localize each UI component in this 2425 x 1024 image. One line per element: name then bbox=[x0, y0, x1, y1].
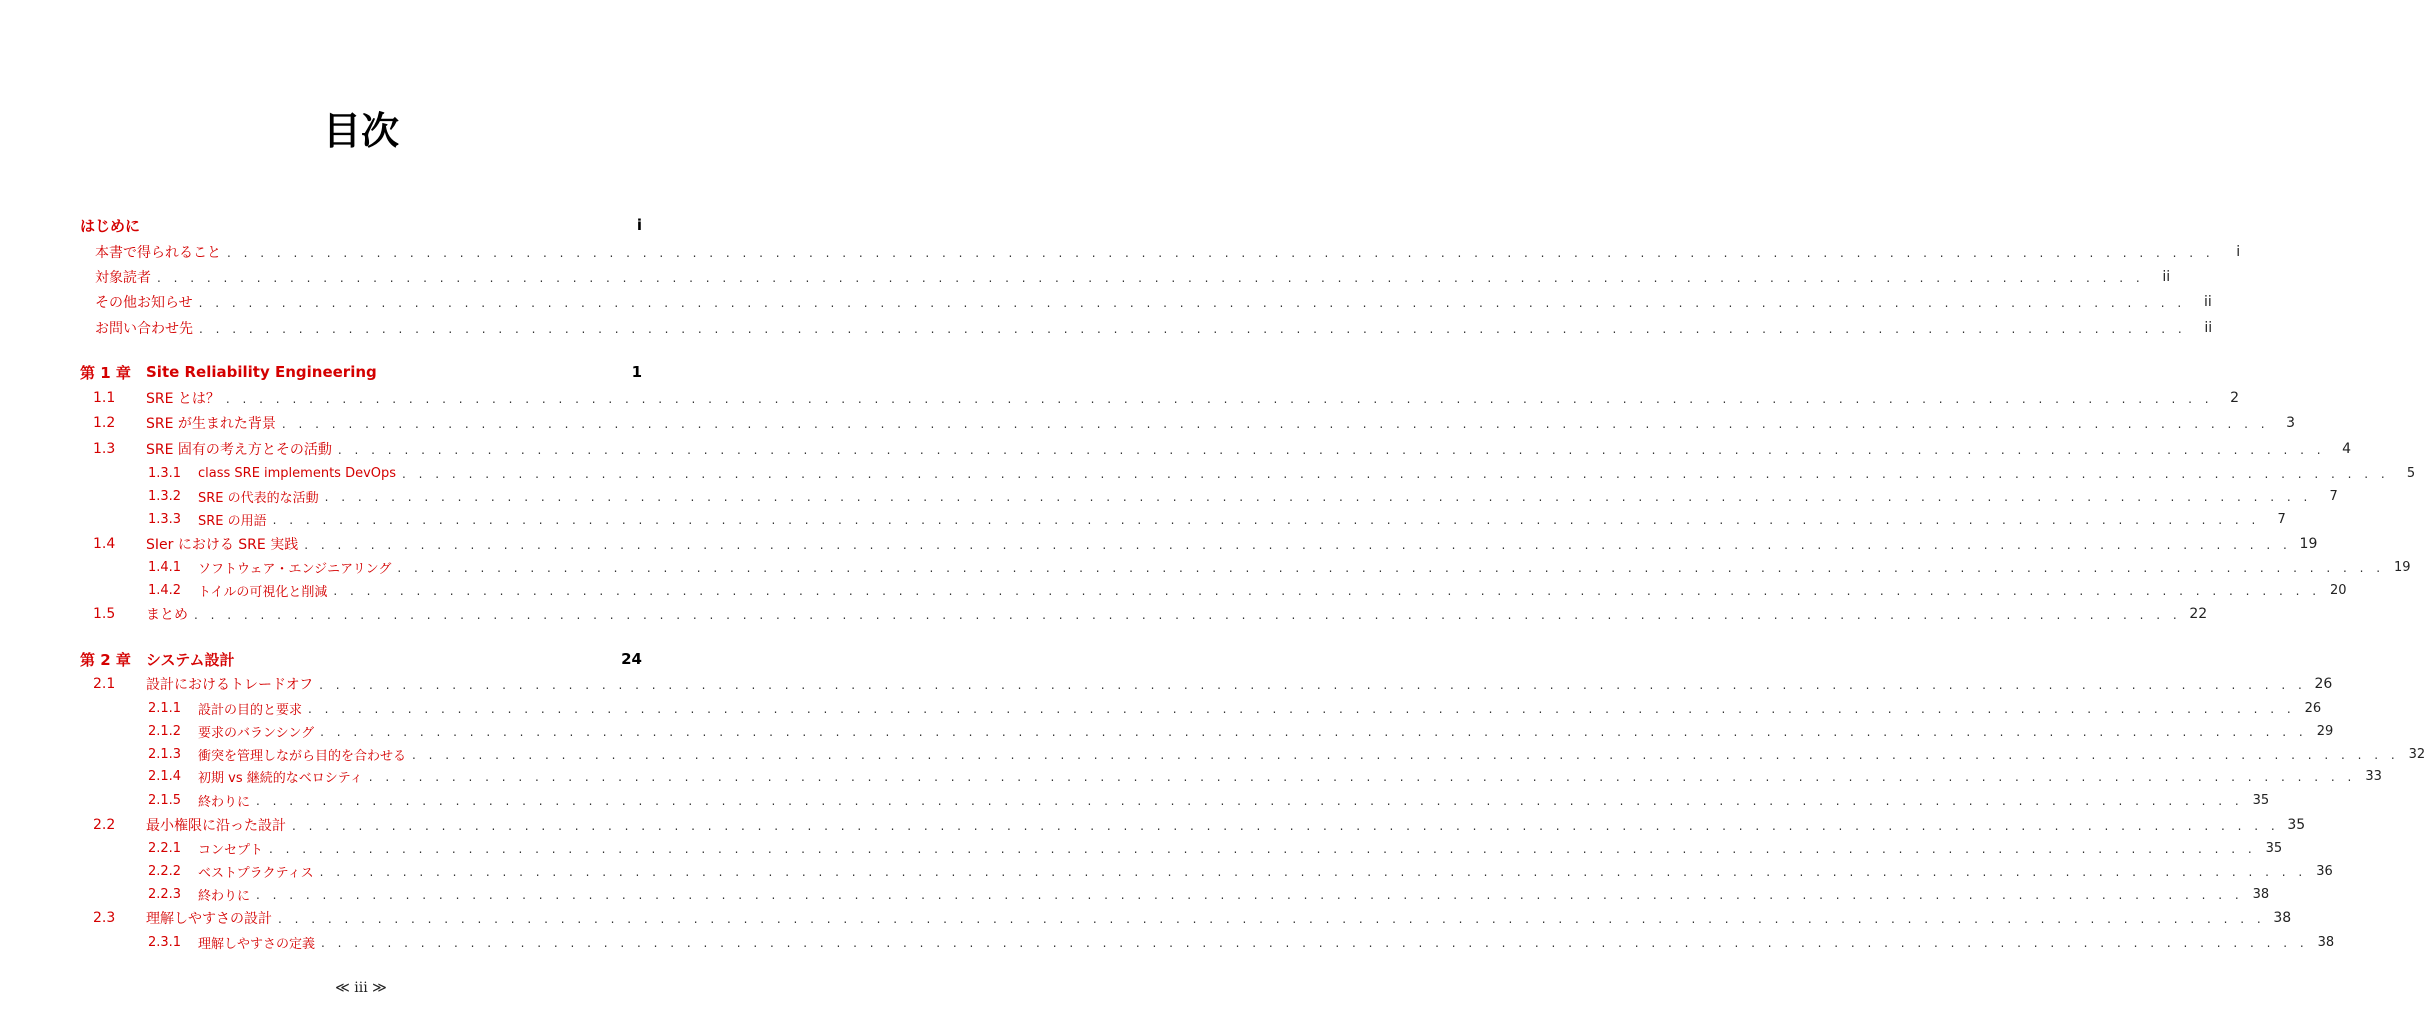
toc-entry[interactable] bbox=[0, 930, 2335, 954]
toc-entry[interactable] bbox=[0, 316, 2213, 340]
toc-entry[interactable] bbox=[0, 672, 2333, 696]
toc-entry-label[interactable]: 対象読者 bbox=[95, 270, 151, 286]
toc-leader-dots: . . . . . . . . . . . . . . . . . . . . . . . . . . . . . . . . . . . . . . . . . . . . . . . . . . . . . . . . . . . . . . . . . . . . . . . . . . . . . . . . . . . . . . . . . . . . . . . . . . . . . . . . . . . . . . . . . . . . . . . . bbox=[199, 322, 2187, 336]
toc-leader-dots: . . . . . . . . . . . . . . . . . . . . . . . . . . . . . . . . . . . . . . . . . . . . . . . . . . . . . . . . . . . . . . . . . . . . . . . . . . . . . . . . . . . . . . . . . . . . . . . . . . . . . . . . . . . . . . . . . . . . . . . . bbox=[397, 561, 2385, 575]
toc-entry[interactable] bbox=[0, 696, 2322, 720]
toc-leader-dots: . . . . . . . . . . . . . . . . . . . . . . . . . . . . . . . . . . . . . . . . . . . . . . . . . . . . . . . . . . . . . . . . . . . . . . . . . . . . . . . . . . . . . . . . . . . . . . . . . . . . . . . . . . . . . . . . . . . . . . . . bbox=[368, 770, 2356, 784]
toc-entry[interactable] bbox=[0, 882, 2270, 906]
toc-entry-label[interactable]: SRE 固有の考え方とその活動 bbox=[146, 442, 332, 458]
toc-entry[interactable] bbox=[0, 411, 2296, 435]
toc-entry-label[interactable]: ソフトウェア・エンジニアリング bbox=[198, 561, 392, 577]
toc-entry-page: 38 bbox=[2317, 934, 2335, 950]
toc-entry-label[interactable]: 理解しやすさの設計 bbox=[146, 911, 272, 927]
toc-entry[interactable] bbox=[0, 461, 2416, 485]
toc-entry-label[interactable]: まとめ bbox=[146, 607, 188, 623]
toc-entry-number: 1.3.3 bbox=[148, 511, 182, 527]
toc-entry-page: 24 bbox=[621, 650, 642, 668]
toc-leader-dots: . . . . . . . . . . . . . . . . . . . . . . . . . . . . . . . . . . . . . . . . . . . . . . . . . . . . . . . . . . . . . . . . . . . . . . . . . . . . . . . . . . . . . . . . . . . . . . . . . . . . . . . . . . . . . . . . . . . . . . . . bbox=[402, 467, 2390, 481]
toc-entry-page: i bbox=[636, 216, 642, 234]
toc-entry-label[interactable]: 初期 vs 継続的なベロシティ bbox=[198, 770, 363, 786]
toc-leader-dots bbox=[241, 658, 616, 660]
toc-entry-number: 1.1 bbox=[93, 390, 116, 406]
toc-entry-label[interactable]: SRE とは？ bbox=[146, 391, 220, 407]
toc-entry-page: 7 bbox=[2329, 488, 2338, 504]
toc-entry[interactable] bbox=[0, 386, 2240, 410]
toc-entry-label[interactable]: 最小権限に沿った設計 bbox=[146, 818, 286, 834]
toc-entry-number: 2.1.4 bbox=[148, 768, 182, 784]
toc-leader-dots bbox=[383, 371, 616, 373]
toc-entry-label[interactable]: 理解しやすさの定義 bbox=[198, 936, 316, 952]
toc-leader-dots: . . . . . . . . . . . . . . . . . . . . . . . . . . . . . . . . . . . . . . . . . . . . . . . . . . . . . . . . . . . . . . . . . . . . . . . . . . . . . . . . . . . . . . . . . . . . . . . . . . . . . . . . . . . . . . . . . . . . . . . . bbox=[333, 584, 2321, 598]
page-number-footer: ≪ iii ≫ bbox=[335, 980, 387, 996]
toc-entry-number: 1.3 bbox=[93, 441, 116, 457]
toc-entry-label[interactable]: システム設計 bbox=[146, 650, 235, 669]
toc-entry-label[interactable]: ベストプラクティス bbox=[198, 865, 314, 881]
toc-entry-page: 4 bbox=[2342, 441, 2352, 457]
toc-entry[interactable] bbox=[0, 836, 2283, 860]
toc-entry[interactable] bbox=[0, 532, 2318, 556]
toc-entry-number: 1.3.1 bbox=[148, 465, 182, 481]
toc-leader-dots: . . . . . . . . . . . . . . . . . . . . . . . . . . . . . . . . . . . . . . . . . . . . . . . . . . . . . . . . . . . . . . . . . . . . . . . . . . . . . . . . . . . . . . . . . . . . . . . . . . . . . . . . . . . . . . . . . . . . . . . . bbox=[194, 608, 2182, 622]
toc-entry-number: 第 2 章 bbox=[80, 650, 131, 669]
toc-leader-dots: . . . . . . . . . . . . . . . . . . . . . . . . . . . . . . . . . . . . . . . . . . . . . . . . . . . . . . . . . . . . . . . . . . . . . . . . . . . . . . . . . . . . . . . . . . . . . . . . . . . . . . . . . . . . . . . . . . . . . . . . bbox=[278, 912, 2266, 926]
toc-entry-number: 1.4 bbox=[93, 536, 116, 552]
toc-entry[interactable] bbox=[0, 578, 2347, 602]
toc-leader-dots: . . . . . . . . . . . . . . . . . . . . . . . . . . . . . . . . . . . . . . . . . . . . . . . . . . . . . . . . . . . . . . . . . . . . . . . . . . . . . . . . . . . . . . . . . . . . . . . . . . . . . . . . . . . . . . . . . . . . . . . . bbox=[304, 538, 2292, 552]
toc-entry[interactable] bbox=[0, 484, 2338, 508]
toc-leader-dots: . . . . . . . . . . . . . . . . . . . . . . . . . . . . . . . . . . . . . . . . . . . . . . . . . . . . . . . . . . . . . . . . . . . . . . . . . . . . . . . . . . . . . . . . . . . . . . . . . . . . . . . . . . . . . . . . . . . . . . . . bbox=[198, 296, 2186, 310]
toc-entry-label[interactable]: 終わりに bbox=[198, 794, 251, 810]
toc-leader-dots: . . . . . . . . . . . . . . . . . . . . . . . . . . . . . . . . . . . . . . . . . . . . . . . . . . . . . . . . . . . . . . . . . . . . . . . . . . . . . . . . . . . . . . . . . . . . . . . . . . . . . . . . . . . . . . . . . . . . . . . . bbox=[321, 936, 2309, 950]
toc-entry[interactable] bbox=[0, 764, 2382, 788]
toc-leader-dots: . . . . . . . . . . . . . . . . . . . . . . . . . . . . . . . . . . . . . . . . . . . . . . . . . . . . . . . . . . . . . . . . . . . . . . . . . . . . . . . . . . . . . . . . . . . . . . . . . . . . . . . . . . . . . . . . . . . . . . . . bbox=[225, 392, 2214, 406]
toc-leader-dots: . . . . . . . . . . . . . . . . . . . . . . . . . . . . . . . . . . . . . . . . . . . . . . . . . . . . . . . . . . . . . . . . . . . . . . . . . . . . . . . . . . . . . . . . . . . . . . . . . . . . . . . . . . . . . . . . . . . . . . . . bbox=[157, 271, 2145, 285]
toc-leader-dots: . . . . . . . . . . . . . . . . . . . . . . . . . . . . . . . . . . . . . . . . . . . . . . . . . . . . . . . . . . . . . . . . . . . . . . . . . . . . . . . . . . . . . . . . . . . . . . . . . . . . . . . . . . . . . . . . . . . . . . . . bbox=[319, 865, 2307, 879]
toc-entry-page: 26 bbox=[2304, 700, 2322, 716]
toc-entry-label[interactable]: 設計の目的と要求 bbox=[198, 702, 303, 718]
toc-entry-label[interactable]: 要求のバランシング bbox=[198, 725, 315, 741]
toc-leader-dots: . . . . . . . . . . . . . . . . . . . . . . . . . . . . . . . . . . . . . . . . . . . . . . . . . . . . . . . . . . . . . . . . . . . . . . . . . . . . . . . . . . . . . . . . . . . . . . . . . . . . . . . . . . . . . . . . . . . . . . . . bbox=[269, 842, 2257, 856]
toc-entry-label[interactable]: 衝突を管理しながら目的を合わせる bbox=[198, 748, 407, 764]
toc-entry-number: 第 1 章 bbox=[80, 363, 131, 382]
toc-leader-dots: . . . . . . . . . . . . . . . . . . . . . . . . . . . . . . . . . . . . . . . . . . . . . . . . . . . . . . . . . . . . . . . . . . . . . . . . . . . . . . . . . . . . . . . . . . . . . . . . . . . . . . . . . . . . . . . . . . . . . . . . bbox=[292, 819, 2280, 833]
toc-entry-page: 35 bbox=[2287, 817, 2306, 833]
toc-entry[interactable] bbox=[0, 719, 2334, 743]
toc-entry-page: 38 bbox=[2252, 886, 2270, 902]
toc-entry-page: 1 bbox=[631, 363, 642, 381]
toc-entry[interactable] bbox=[0, 788, 2270, 812]
toc-leader-dots: . . . . . . . . . . . . . . . . . . . . . . . . . . . . . . . . . . . . . . . . . . . . . . . . . . . . . . . . . . . . . . . . . . . . . . . . . . . . . . . . . . . . . . . . . . . . . . . . . . . . . . . . . . . . . . . . . . . . . . . . bbox=[256, 794, 2244, 808]
toc-entry-number: 2.3 bbox=[93, 910, 116, 926]
toc-entry-number: 2.1.3 bbox=[148, 746, 182, 762]
toc-entry-number: 1.4.1 bbox=[148, 559, 182, 575]
toc-leader-dots: . . . . . . . . . . . . . . . . . . . . . . . . . . . . . . . . . . . . . . . . . . . . . . . . . . . . . . . . . . . . . . . . . . . . . . . . . . . . . . . . . . . . . . . . . . . . . . . . . . . . . . . . . . . . . . . . . . . . . . . . bbox=[227, 246, 2215, 260]
toc-entry-page: 22 bbox=[2189, 606, 2208, 622]
toc-entry-page: 19 bbox=[2394, 559, 2411, 575]
toc-entry-number: 1.4.2 bbox=[148, 582, 182, 598]
toc-entry-page: 2 bbox=[2230, 390, 2240, 406]
toc-entry-page: 33 bbox=[2365, 768, 2382, 784]
toc-entry-label[interactable]: SRE の代表的な活動 bbox=[198, 490, 319, 506]
toc-leader-dots: . . . . . . . . . . . . . . . . . . . . . . . . . . . . . . . . . . . . . . . . . . . . . . . . . . . . . . . . . . . . . . . . . . . . . . . . . . . . . . . . . . . . . . . . . . . . . . . . . . . . . . . . . . . . . . . . . . . . . . . . bbox=[324, 490, 2312, 504]
toc-leader-dots bbox=[146, 224, 616, 226]
toc-entry[interactable] bbox=[0, 360, 722, 384]
toc-entry-label[interactable]: SIer における SRE 実践 bbox=[146, 537, 299, 553]
toc-entry-number: 2.1.5 bbox=[148, 792, 182, 808]
toc-entry-label[interactable]: お問い合わせ先 bbox=[95, 321, 193, 337]
toc-entry-page: 36 bbox=[2316, 863, 2333, 879]
toc-entry-page: 29 bbox=[2316, 723, 2334, 739]
toc-entry-label[interactable]: Site Reliability Engineering bbox=[146, 363, 377, 381]
toc-entry[interactable] bbox=[0, 813, 2306, 837]
toc-entry[interactable] bbox=[0, 290, 2212, 314]
toc-entry[interactable] bbox=[0, 555, 2411, 579]
toc-entry-page: 35 bbox=[2252, 792, 2270, 808]
toc-entry[interactable] bbox=[0, 437, 2352, 461]
toc-entry-page: 20 bbox=[2329, 582, 2347, 598]
toc-entry-label[interactable]: トイルの可視化と削減 bbox=[198, 584, 328, 600]
toc-entry-number: 2.1.2 bbox=[148, 723, 182, 739]
toc-leader-dots: . . . . . . . . . . . . . . . . . . . . . . . . . . . . . . . . . . . . . . . . . . . . . . . . . . . . . . . . . . . . . . . . . . . . . . . . . . . . . . . . . . . . . . . . . . . . . . . . . . . . . . . . . . . . . . . . . . . . . . . . bbox=[337, 443, 2326, 457]
toc-leader-dots: . . . . . . . . . . . . . . . . . . . . . . . . . . . . . . . . . . . . . . . . . . . . . . . . . . . . . . . . . . . . . . . . . . . . . . . . . . . . . . . . . . . . . . . . . . . . . . . . . . . . . . . . . . . . . . . . . . . . . . . . bbox=[319, 678, 2307, 692]
toc-entry-page: 35 bbox=[2265, 840, 2283, 856]
toc-entry-page: 26 bbox=[2314, 676, 2333, 692]
toc-entry-label[interactable]: その他お知らせ bbox=[95, 295, 193, 311]
toc-leader-dots: . . . . . . . . . . . . . . . . . . . . . . . . . . . . . . . . . . . . . . . . . . . . . . . . . . . . . . . . . . . . . . . . . . . . . . . . . . . . . . . . . . . . . . . . . . . . . . . . . . . . . . . . . . . . . . . . . . . . . . . . bbox=[281, 417, 2270, 431]
toc-entry-page: 3 bbox=[2286, 415, 2296, 431]
toc-entry-label[interactable]: class SRE implements DevOps bbox=[198, 465, 397, 481]
toc-entry-label[interactable]: コンセプト bbox=[198, 842, 264, 858]
toc-entry[interactable] bbox=[0, 507, 2286, 531]
toc-entry-number: 2.2.3 bbox=[148, 886, 182, 902]
toc-entry-page: 38 bbox=[2273, 910, 2292, 926]
toc-entry-page: ii bbox=[2204, 320, 2213, 336]
toc-entry-page: 19 bbox=[2299, 536, 2318, 552]
toc-leader-dots: . . . . . . . . . . . . . . . . . . . . . . . . . . . . . . . . . . . . . . . . . . . . . . . . . . . . . . . . . . . . . . . . . . . . . . . . . . . . . . . . . . . . . . . . . . . . . . . . . . . . . . . . . . . . . . . . . . . . . . . . bbox=[412, 748, 2400, 762]
toc-entry-number: 1.5 bbox=[93, 606, 116, 622]
toc-entry[interactable] bbox=[0, 213, 722, 237]
toc-entry-label[interactable]: SRE の用語 bbox=[198, 513, 267, 529]
toc-entry[interactable] bbox=[0, 240, 2241, 264]
toc-leader-dots: . . . . . . . . . . . . . . . . . . . . . . . . . . . . . . . . . . . . . . . . . . . . . . . . . . . . . . . . . . . . . . . . . . . . . . . . . . . . . . . . . . . . . . . . . . . . . . . . . . . . . . . . . . . . . . . . . . . . . . . . bbox=[308, 702, 2296, 716]
toc-leader-dots: . . . . . . . . . . . . . . . . . . . . . . . . . . . . . . . . . . . . . . . . . . . . . . . . . . . . . . . . . . . . . . . . . . . . . . . . . . . . . . . . . . . . . . . . . . . . . . . . . . . . . . . . . . . . . . . . . . . . . . . . bbox=[320, 725, 2308, 739]
toc-entry-label[interactable]: 設計におけるトレードオフ bbox=[146, 677, 314, 693]
toc-entry-page: 5 bbox=[2406, 465, 2416, 481]
toc-entry[interactable] bbox=[0, 859, 2333, 883]
toc-entry-label[interactable]: はじめに bbox=[80, 216, 141, 235]
toc-entry-page: 32 bbox=[2408, 746, 2425, 762]
toc-leader-dots: . . . . . . . . . . . . . . . . . . . . . . . . . . . . . . . . . . . . . . . . . . . . . . . . . . . . . . . . . . . . . . . . . . . . . . . . . . . . . . . . . . . . . . . . . . . . . . . . . . . . . . . . . . . . . . . . . . . . . . . . bbox=[256, 888, 2244, 902]
toc-entry-page: 7 bbox=[2277, 511, 2286, 527]
toc-leader-dots: . . . . . . . . . . . . . . . . . . . . . . . . . . . . . . . . . . . . . . . . . . . . . . . . . . . . . . . . . . . . . . . . . . . . . . . . . . . . . . . . . . . . . . . . . . . . . . . . . . . . . . . . . . . . . . . . . . . . . . . . bbox=[272, 513, 2260, 527]
toc-entry-label[interactable]: 終わりに bbox=[198, 888, 251, 904]
toc-entry[interactable] bbox=[0, 906, 2292, 930]
toc-entry-number: 1.3.2 bbox=[148, 488, 182, 504]
toc-entry[interactable] bbox=[0, 742, 2425, 766]
toc-entry-label[interactable]: SRE が生まれた背景 bbox=[146, 416, 276, 432]
page-title: 目次 bbox=[322, 109, 399, 153]
toc-entry[interactable] bbox=[0, 265, 2171, 289]
toc-entry-number: 2.1.1 bbox=[148, 700, 182, 716]
toc-entry-number: 2.3.1 bbox=[148, 934, 182, 950]
toc-entry-label[interactable]: 本書で得られること bbox=[95, 245, 221, 261]
toc-entry-number: 2.2 bbox=[93, 817, 116, 833]
toc-entry[interactable] bbox=[0, 602, 2208, 626]
toc-entry-number: 1.2 bbox=[93, 415, 116, 431]
toc-entry-number: 2.2.2 bbox=[148, 863, 182, 879]
toc-entry-number: 2.2.1 bbox=[148, 840, 182, 856]
toc-entry-page: ii bbox=[2162, 269, 2171, 285]
toc-entry[interactable] bbox=[0, 647, 722, 671]
toc-entry-number: 2.1 bbox=[93, 676, 116, 692]
toc-entry-page: ii bbox=[2203, 294, 2212, 310]
toc-entry-page: i bbox=[2236, 244, 2241, 260]
